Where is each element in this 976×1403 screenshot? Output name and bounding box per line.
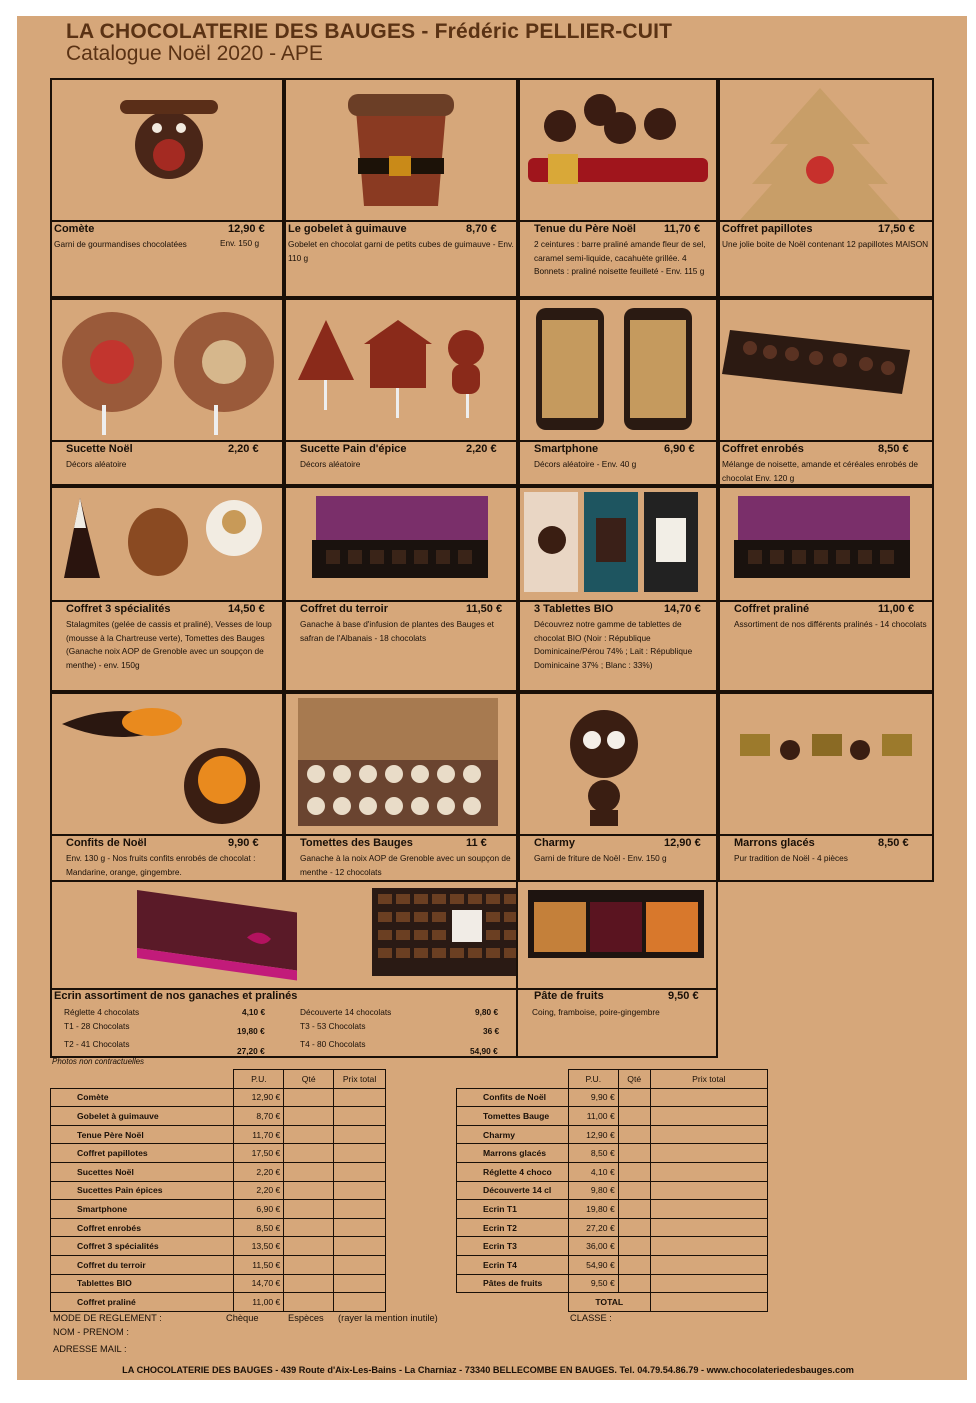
product-cell: [718, 78, 934, 298]
product-name: Coffret papillotes: [722, 223, 813, 235]
order-item-name: Tenue Père Noël: [51, 1125, 234, 1144]
product-name: Tenue du Père Noël: [534, 223, 636, 235]
order-item-name: Coffret enrobés: [51, 1218, 234, 1237]
order-item-name: Sucettes Pain épices: [51, 1181, 234, 1200]
order-row: [51, 1088, 386, 1107]
product-cell: [718, 692, 934, 882]
order-item-name: Tablettes BIO: [51, 1274, 234, 1293]
header-qte: Qté: [618, 1070, 650, 1089]
product-illustration: [720, 300, 932, 440]
ecrin-photo: [52, 882, 516, 988]
product-cell: [50, 78, 284, 298]
product-cell: [284, 298, 518, 486]
product-photo: [720, 300, 932, 440]
order-row: [457, 1162, 768, 1181]
order-total-input[interactable]: [334, 1088, 386, 1107]
order-item-name: Gobelet à guimauve: [51, 1107, 234, 1126]
product-price: 9,90 €: [228, 837, 259, 849]
product-illustration: [52, 694, 282, 834]
product-cell: [718, 298, 934, 486]
ecrin-option-label: T2 - 41 Chocolats: [64, 1039, 130, 1049]
product-description: 2 ceintures : barre praliné amande fleur de sel, caramel semi-liquide, cacahuète grillée. 4 Bonnets : praliné noisette feuilleté - Env. 115 g: [534, 239, 706, 276]
ecrin-option-label: T1 - 28 Chocolats: [64, 1021, 130, 1031]
order-item-unit-price: 8,70 €: [234, 1107, 284, 1126]
footer-address: LA CHOCOLATERIE DES BAUGES - 439 Route d'Aix-Les-Bains - La Charniaz - 73340 BELLECOMBE EN BAUGES. Tel. 04.79.54.86.79 - www.chocolateriedesbauges.com: [122, 1365, 854, 1375]
order-item-name: Marrons glacés: [457, 1144, 569, 1163]
order-total-input[interactable]: [650, 1107, 767, 1126]
order-qty-input[interactable]: [284, 1293, 334, 1312]
product-description: Ganache à la noix AOP de Grenoble avec un soupçon de menthe - 12 chocolats: [300, 853, 511, 877]
order-total-input[interactable]: [650, 1274, 767, 1293]
order-item-name: Sucettes Noël: [51, 1162, 234, 1181]
order-item-name: Ecrin T3: [457, 1237, 569, 1256]
order-item-unit-price: 27,20 €: [568, 1218, 618, 1237]
product-photo: [286, 694, 516, 834]
pate-de-fruits-cell: [516, 880, 718, 1058]
product-price: 11,00 €: [878, 603, 915, 615]
order-qty-input[interactable]: [284, 1125, 334, 1144]
order-row: [457, 1088, 768, 1107]
product-description: Décors aléatoire: [66, 459, 127, 469]
name-label: NOM - PRENOM :: [53, 1327, 129, 1337]
order-item-unit-price: 11,70 €: [234, 1125, 284, 1144]
product-name: 3 Tablettes BIO: [534, 603, 614, 615]
order-item-name: Confits de Noël: [457, 1088, 569, 1107]
order-item-unit-price: 13,50 €: [234, 1237, 284, 1256]
payment-option-especes[interactable]: Espèces: [288, 1313, 324, 1323]
product-description: Une jolie boite de Noël contenant 12 papillotes MAISON: [722, 239, 929, 249]
order-qty-input[interactable]: [618, 1218, 650, 1237]
product-price: 8,50 €: [878, 837, 909, 849]
order-item-unit-price: 9,90 €: [568, 1088, 618, 1107]
order-qty-input[interactable]: [618, 1200, 650, 1219]
payment-note: (rayer la mention inutile): [338, 1313, 438, 1323]
order-row: [51, 1200, 386, 1219]
order-item-name: Comète: [51, 1088, 234, 1107]
order-qty-input[interactable]: [284, 1255, 334, 1274]
order-row: [457, 1125, 768, 1144]
order-row: [457, 1255, 768, 1274]
product-description: Gobelet en chocolat garni de petits cubes de guimauve - Env. 110 g: [288, 239, 514, 263]
product-illustration: [720, 80, 932, 220]
ecrin-cell: [50, 880, 518, 1058]
product-description: Garni de friture de Noël - Env. 150 g: [534, 853, 667, 863]
order-qty-input[interactable]: [618, 1274, 650, 1293]
order-total-input[interactable]: [650, 1088, 767, 1107]
product-name: Tomettes des Bauges: [300, 837, 413, 849]
product-photo: [720, 80, 932, 220]
order-total-input[interactable]: [334, 1200, 386, 1219]
product-price: 17,50 €: [878, 223, 915, 235]
order-qty-input[interactable]: [284, 1274, 334, 1293]
order-item-name: Découverte 14 cl: [457, 1181, 569, 1200]
product-price: 14,70 €: [664, 603, 701, 615]
product-photo: [52, 694, 282, 834]
product-description: Env. 130 g - Nos fruits confits enrobés de chocolat : Mandarine, orange, gingembre.: [66, 853, 256, 877]
product-illustration: [52, 488, 282, 600]
order-total-input[interactable]: [334, 1218, 386, 1237]
product-name: Sucette Pain d'épice: [300, 443, 407, 455]
photos-note: Photos non contractuelles: [52, 1057, 145, 1066]
order-item-name: Smartphone: [51, 1200, 234, 1219]
order-qty-input[interactable]: [284, 1200, 334, 1219]
product-name: Sucette Noël: [66, 443, 133, 455]
order-total-input[interactable]: [650, 1181, 767, 1200]
order-row: [457, 1237, 768, 1256]
order-total-input[interactable]: [334, 1107, 386, 1126]
product-name: Le gobelet à guimauve: [288, 223, 407, 235]
ecrin-option-label: T3 - 53 Chocolats: [300, 1021, 366, 1031]
order-total-input[interactable]: [334, 1162, 386, 1181]
product-photo: [286, 80, 516, 220]
product-cell: [518, 78, 718, 298]
order-total-input[interactable]: [650, 1237, 767, 1256]
order-item-unit-price: 54,90 €: [568, 1255, 618, 1274]
order-item-name: Ecrin T1: [457, 1200, 569, 1219]
order-item-name: Coffret praliné: [51, 1293, 234, 1312]
product-photo: [52, 80, 282, 220]
order-item-unit-price: 14,70 €: [234, 1274, 284, 1293]
order-total-input[interactable]: [334, 1237, 386, 1256]
product-cell: [284, 486, 518, 692]
header-pu: P.U.: [234, 1070, 284, 1089]
order-row: [457, 1218, 768, 1237]
ecrin-option-label: Réglette 4 chocolats: [64, 1007, 140, 1017]
pate-photo: [518, 882, 716, 988]
product-price: 14,50 €: [228, 603, 265, 615]
product-weight: Env. 150 g: [220, 238, 260, 248]
product-illustration: [520, 300, 716, 440]
ecrin-option-price: 9,80 €: [475, 1007, 499, 1017]
product-cell: [518, 692, 718, 882]
product-price: 11 €: [466, 837, 487, 849]
order-item-unit-price: 11,00 €: [568, 1107, 618, 1126]
product-cell: [50, 486, 284, 692]
order-total-input[interactable]: [334, 1144, 386, 1163]
product-illustration: [286, 300, 516, 440]
order-qty-input[interactable]: [618, 1088, 650, 1107]
product-illustration: [286, 80, 516, 220]
order-row: [51, 1162, 386, 1181]
order-qty-input[interactable]: [618, 1181, 650, 1200]
order-qty-input[interactable]: [618, 1255, 650, 1274]
product-description: Décors aléatoire - Env. 40 g: [534, 459, 637, 469]
order-row: [457, 1144, 768, 1163]
ecrin-box-illustration: [52, 882, 516, 988]
order-item-unit-price: 9,80 €: [568, 1181, 618, 1200]
product-photo: [520, 488, 716, 600]
order-item-name: Ecrin T2: [457, 1218, 569, 1237]
product-name: Comète: [54, 223, 95, 235]
product-price: 2,20 €: [466, 443, 497, 455]
order-qty-input[interactable]: [284, 1107, 334, 1126]
order-item-name: Ecrin T4: [457, 1255, 569, 1274]
product-illustration: [520, 80, 716, 220]
header-prix-total: Prix total: [334, 1070, 386, 1089]
product-photo: [286, 300, 516, 440]
product-price: 12,90 €: [228, 223, 265, 235]
order-item-unit-price: 2,20 €: [234, 1181, 284, 1200]
product-name: Coffret du terroir: [300, 603, 388, 615]
order-qty-input[interactable]: [284, 1218, 334, 1237]
order-row: [457, 1181, 768, 1200]
order-table-left: [50, 1069, 386, 1312]
product-description: Mélange de noisette, amande et céréales enrobés de chocolat Env. 120 g: [722, 459, 919, 483]
product-photo: [52, 300, 282, 440]
product-cell: [50, 692, 284, 882]
order-item-name: Coffret du terroir: [51, 1255, 234, 1274]
product-cell: [518, 298, 718, 486]
pate-price: 9,50 €: [668, 990, 699, 1002]
product-price: 12,90 €: [664, 837, 701, 849]
order-total-input[interactable]: [650, 1144, 767, 1163]
ecrin-option-price: 54,90 €: [470, 1046, 498, 1056]
product-description: Stalagmites (gelée de cassis et praliné), Vesses de loup (mousse à la Chartreuse verte), Tomettes des Bauges (Ganache noix AOP de Grenoble avec un soupçon de menthe) - env. 150g: [66, 619, 272, 670]
product-name: Marrons glacés: [734, 837, 815, 849]
product-price: 6,90 €: [664, 443, 695, 455]
order-item-name: Coffret 3 spécialités: [51, 1237, 234, 1256]
product-cell: [518, 486, 718, 692]
product-illustration: [52, 300, 282, 440]
product-photo: [520, 300, 716, 440]
product-illustration: [520, 488, 716, 600]
order-item-unit-price: 19,80 €: [568, 1200, 618, 1219]
ecrin-option-label: Découverte 14 chocolats: [300, 1007, 392, 1017]
order-qty-input[interactable]: [284, 1088, 334, 1107]
order-qty-input[interactable]: [618, 1162, 650, 1181]
order-row: [51, 1255, 386, 1274]
order-total-input[interactable]: [650, 1218, 767, 1237]
product-description: Décors aléatoire: [300, 459, 361, 469]
product-name: Smartphone: [534, 443, 599, 455]
order-item-unit-price: 8,50 €: [234, 1218, 284, 1237]
order-item-name: Charmy: [457, 1125, 569, 1144]
order-item-unit-price: 4,10 €: [568, 1162, 618, 1181]
product-illustration: [520, 694, 716, 834]
order-total-row: [457, 1293, 768, 1312]
order-total-input[interactable]: [334, 1293, 386, 1312]
product-name: Charmy: [534, 837, 575, 849]
order-row: [51, 1144, 386, 1163]
order-qty-input[interactable]: [618, 1107, 650, 1126]
header-pu: P.U.: [568, 1070, 618, 1089]
order-item-unit-price: 11,50 €: [234, 1255, 284, 1274]
order-qty-input[interactable]: [284, 1237, 334, 1256]
order-row: [51, 1181, 386, 1200]
order-row: [51, 1293, 386, 1312]
ecrin-option-label: T4 - 80 Chocolats: [300, 1039, 366, 1049]
product-price: 2,20 €: [228, 443, 259, 455]
ecrin-title: Ecrin assortiment de nos ganaches et pralinés: [54, 990, 298, 1002]
catalogue-subtitle: Catalogue Noël 2020 - APE: [66, 42, 323, 65]
product-photo: [520, 80, 716, 220]
order-total-input[interactable]: [334, 1274, 386, 1293]
order-item-unit-price: 17,50 €: [234, 1144, 284, 1163]
product-name: Coffret praliné: [734, 603, 810, 615]
order-item-name: Pâtes de fruits: [457, 1274, 569, 1293]
product-cell: [718, 486, 934, 692]
header-prix-total: Prix total: [650, 1070, 767, 1089]
order-item-unit-price: 6,90 €: [234, 1200, 284, 1219]
order-row: [51, 1218, 386, 1237]
product-name: Confits de Noël: [66, 837, 147, 849]
order-item-unit-price: 12,90 €: [234, 1088, 284, 1107]
product-illustration: [720, 694, 932, 834]
product-price: 8,50 €: [878, 443, 909, 455]
order-qty-input[interactable]: [618, 1125, 650, 1144]
product-cell: [284, 78, 518, 298]
order-row: [457, 1107, 768, 1126]
product-illustration: [720, 488, 932, 600]
product-price: 11,70 €: [664, 223, 701, 235]
order-total-input[interactable]: [650, 1200, 767, 1219]
order-row: [51, 1274, 386, 1293]
product-photo: [520, 694, 716, 834]
product-price: 11,50 €: [466, 603, 503, 615]
pate-desc: Coing, framboise, poire-gingembre: [532, 1007, 660, 1017]
product-name: Coffret 3 spécialités: [66, 603, 171, 615]
product-description: Ganache à base d'infusion de plantes des Bauges et safran de l'Albanais - 18 chocolats: [300, 619, 494, 643]
order-total-input[interactable]: [334, 1181, 386, 1200]
catalogue-title: LA CHOCOLATERIE DES BAUGES - Frédéric PELLIER-CUIT: [66, 20, 673, 43]
order-total-input[interactable]: [650, 1125, 767, 1144]
order-item-unit-price: 2,20 €: [234, 1162, 284, 1181]
product-illustration: [286, 488, 516, 600]
order-table-right: [456, 1069, 768, 1312]
order-qty-input[interactable]: [284, 1181, 334, 1200]
total-label: TOTAL: [568, 1293, 650, 1312]
product-description: Assortiment de nos différents pralinés - 14 chocolats: [734, 619, 927, 629]
order-item-unit-price: 36,00 €: [568, 1237, 618, 1256]
product-description: Pur tradition de Noël - 4 pièces: [734, 853, 848, 863]
order-row: [51, 1237, 386, 1256]
product-cell: [284, 692, 518, 882]
product-cell: [50, 298, 284, 486]
order-item-unit-price: 12,90 €: [568, 1125, 618, 1144]
product-photo: [52, 488, 282, 600]
order-row: [457, 1200, 768, 1219]
product-photo: [720, 694, 932, 834]
product-name: Coffret enrobés: [722, 443, 804, 455]
ecrin-option-price: 4,10 €: [242, 1007, 266, 1017]
product-description: Découvrez notre gamme de tablettes de chocolat BIO (Noir : République Dominicaine/Pérou 74% ; Lait : République Dominicaine 37% ; Blanc : 33%): [534, 619, 693, 670]
order-row: [51, 1125, 386, 1144]
ecrin-option-price: 19,80 €: [237, 1026, 265, 1036]
order-total-input[interactable]: [334, 1125, 386, 1144]
order-row: [457, 1274, 768, 1293]
payment-option-cheque[interactable]: Chèque: [226, 1313, 259, 1323]
product-photo: [286, 488, 516, 600]
order-item-unit-price: 9,50 €: [568, 1274, 618, 1293]
order-item-name: Tomettes Bauge: [457, 1107, 569, 1126]
grand-total-field[interactable]: [650, 1293, 767, 1312]
order-total-input[interactable]: [650, 1162, 767, 1181]
product-description: Garni de gourmandises chocolatées: [54, 239, 187, 249]
order-row: [51, 1107, 386, 1126]
order-qty-input[interactable]: [284, 1162, 334, 1181]
pate-de-fruits-illustration: [518, 882, 716, 988]
product-photo: [720, 488, 932, 600]
order-item-name: Coffret papillotes: [51, 1144, 234, 1163]
ecrin-option-price: 36 €: [483, 1026, 500, 1036]
product-price: 8,70 €: [466, 223, 497, 235]
order-qty-input[interactable]: [618, 1237, 650, 1256]
product-illustration: [286, 694, 516, 834]
classe-label: CLASSE :: [570, 1313, 612, 1323]
email-label: ADRESSE MAIL :: [53, 1344, 127, 1354]
order-item-name: Réglette 4 choco: [457, 1162, 569, 1181]
order-item-unit-price: 11,00 €: [234, 1293, 284, 1312]
order-qty-input[interactable]: [284, 1144, 334, 1163]
pate-name: Pâte de fruits: [534, 990, 604, 1002]
order-item-unit-price: 8,50 €: [568, 1144, 618, 1163]
ecrin-option-price: 27,20 €: [237, 1046, 265, 1056]
payment-label: MODE DE REGLEMENT :: [53, 1313, 162, 1323]
product-illustration: [52, 80, 282, 220]
order-qty-input[interactable]: [618, 1144, 650, 1163]
order-total-input[interactable]: [650, 1255, 767, 1274]
header-qte: Qté: [284, 1070, 334, 1089]
order-total-input[interactable]: [334, 1255, 386, 1274]
